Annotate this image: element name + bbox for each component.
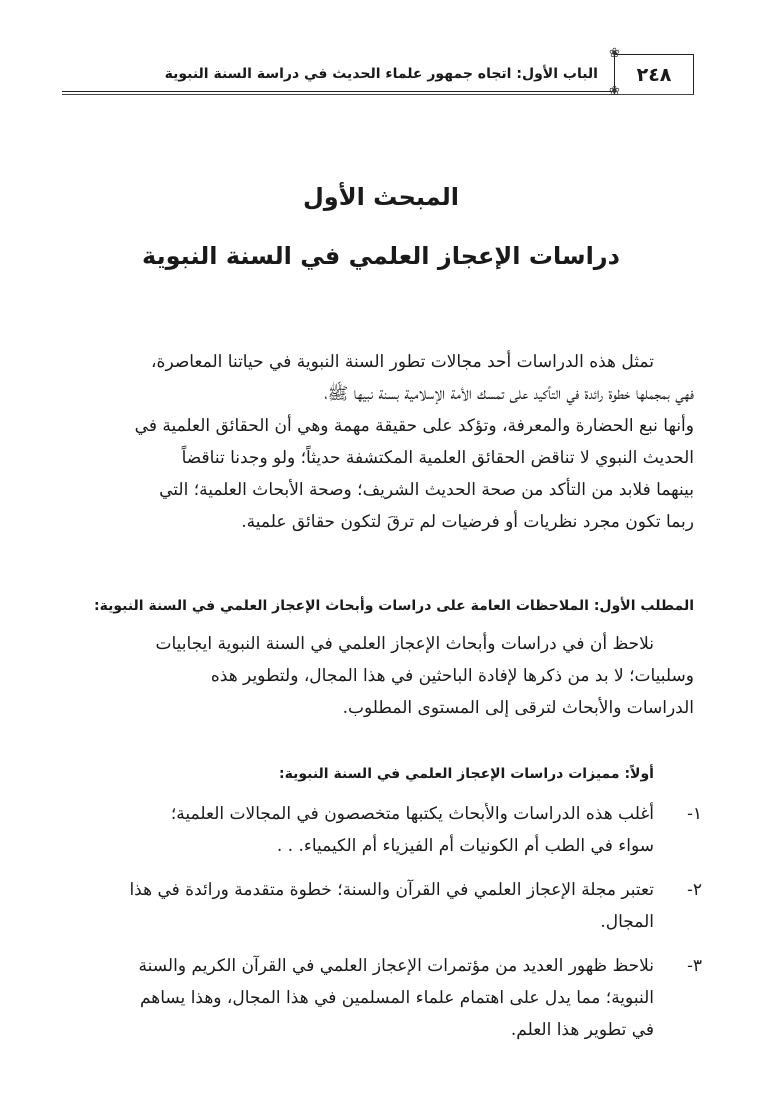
header-rule-thin	[62, 94, 694, 95]
numbered-list	[62, 798, 702, 1058]
list-line: في تطوير هذا العلم.	[510, 1020, 654, 1040]
paragraph-line: وأنها نبع الحضارة والمعرفة، وتؤكد على حقيقة مهمة وهي أن الحقائق العلمية في	[134, 416, 694, 436]
list-line: نلاحظ ظهور العديد من مؤتمرات الإعجاز العلمي في القرآن الكريم والسنة	[138, 956, 654, 976]
subsection-heading: أولاً: مميزات دراسات الإعجاز العلمي في السنة النبوية:	[279, 766, 654, 782]
paragraph-line: الدراسات والأبحاث لترقى إلى المستوى المطلوب.	[342, 698, 694, 718]
intro-paragraph	[62, 346, 694, 538]
paragraph-line: وسلبيات؛ لا بد من ذكرها لإفادة الباحثين في هذا المجال، ولتطوير هذه	[210, 666, 694, 686]
page-number: ٢٤٨	[636, 63, 672, 86]
list-line: النبوية؛ مما يدل على اهتمام علماء المسلمين في هذا المجال، وهذا يساهم	[139, 988, 654, 1008]
subsection-heading: المطلب الأول: الملاحظات العامة على دراسات وأبحاث الإعجاز العلمي في السنة النبوية:	[93, 598, 694, 614]
chapter-title: دراسات الإعجاز العلمي في السنة النبوية	[142, 242, 620, 270]
page-number-box	[609, 46, 694, 99]
list-item	[62, 950, 702, 1046]
header-rule	[62, 91, 694, 92]
section-heading: المبحث الأول	[302, 183, 460, 211]
paragraph-line: ربما تكون مجرد نظريات أو فرضيات لم ترقَ لتكون حقائق علمية.	[241, 512, 694, 532]
paragraph-line: الحديث النبوي لا تناقض الحقائق العلمية المكتشفة حديثاً؛ ولو وجدنا تناقضاً	[181, 448, 694, 468]
list-line: أغلب هذه الدراسات والأبحاث يكتبها متخصصون في المجالات العلمية؛	[170, 804, 654, 824]
paragraph-line: فهي بمجملها خطوة رائدة في التأكيد على تمسك الأمة الإسلامية بسنة نبيها ﷺ،	[324, 384, 694, 404]
list-item	[62, 798, 702, 862]
list-line: تعتبر مجلة الإعجاز العلمي في القرآن والسنة؛ خطوة متقدمة ورائدة في هذا	[129, 880, 654, 900]
list-line: سواء في الطب أم الكونيات أم الفيزياء أم الكيمياء. . .	[276, 836, 654, 856]
list-line: المجال.	[600, 912, 654, 932]
subsection-paragraph	[62, 628, 694, 724]
list-number: ١-	[687, 804, 702, 824]
list-number: ٣-	[687, 956, 702, 976]
running-header	[62, 46, 694, 99]
running-title: الباب الأول: اتجاه جمهور علماء الحديث في دراسة السنة النبوية	[164, 66, 598, 82]
floral-ornament-icon: ❀	[609, 46, 621, 61]
floral-ornament-icon: ❀	[609, 84, 621, 99]
paragraph-line: نلاحظ أن في دراسات وأبحاث الإعجاز العلمي في السنة النبوية ايجابيات	[155, 634, 654, 654]
list-number: ٢-	[687, 880, 702, 900]
paragraph-line: بينهما فلابد من التأكد من صحة الحديث الشريف؛ وصحة الأبحاث العلمية؛ التي	[159, 480, 694, 500]
paragraph-line: تمثل هذه الدراسات أحد مجالات تطور السنة النبوية في حياتنا المعاصرة،	[151, 352, 654, 372]
list-item	[62, 874, 702, 938]
